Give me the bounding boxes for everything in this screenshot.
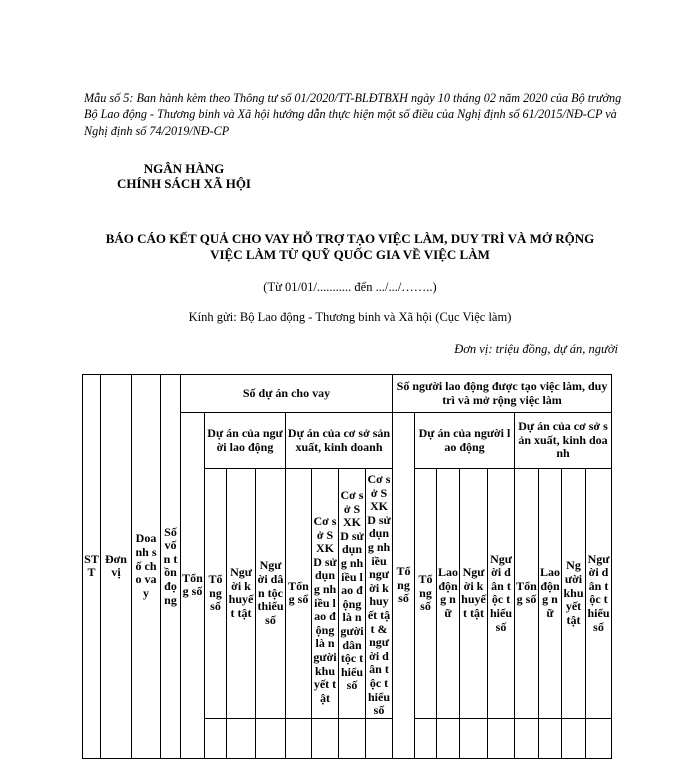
report-table: [82, 374, 612, 759]
blank-cell: [562, 718, 586, 758]
blank-cell: [227, 718, 256, 758]
blank-cell: [460, 718, 488, 758]
blank-cell: [488, 718, 515, 758]
recipient-line: Kính gửi: Bộ Lao động - Thương binh và Xã hội (Cục Việc làm): [188, 310, 512, 324]
blank-cell: [312, 718, 339, 758]
header-ncs-lao-dong-nu: Lao động nữ: [539, 469, 562, 719]
header-group-lao-dong: Số người lao động được tạo việc làm, duy trì và mở rộng việc làm: [393, 375, 612, 413]
header-nld-dan-toc: Người dân tộc thiểu số: [488, 469, 515, 719]
header-stt: STT: [83, 375, 101, 759]
header-du-an-nguoi-ld: Dự án của người lao động: [205, 413, 286, 469]
organization-line-2: CHÍNH SÁCH XÃ HỘI: [117, 176, 251, 191]
organization-name: [94, 161, 274, 191]
header-lao-dong-nguoi-ld: Dự án của người lao động: [415, 413, 515, 469]
unit-note: Đơn vị: triệu đồng, dự án, người: [454, 342, 618, 356]
blank-cell: [256, 718, 286, 758]
header-nld-lao-dong-nu: Lao động nữ: [437, 469, 460, 719]
blank-cell: [366, 718, 393, 758]
header-ld-dan-toc: Người dân tộc thiểu số: [256, 469, 286, 719]
blank-cell: [339, 718, 366, 758]
header-du-an-co-so: Dự án của cơ sở sản xuất, kinh doanh: [286, 413, 393, 469]
blank-cell: [205, 718, 227, 758]
organization-line-1: NGÂN HÀNG: [143, 161, 225, 176]
header-so-von: Số vốn tồn đọng: [161, 375, 181, 759]
blank-cell: [415, 718, 437, 758]
blank-cell: [286, 718, 312, 758]
header-don-vi: Đơn vị: [101, 375, 132, 759]
header-ld-khuyet-tat: Người khuyết tật: [227, 469, 256, 719]
header-doanh-so: Doanh số cho vay: [132, 375, 161, 759]
header-cs-tong-so: Tổng số: [286, 469, 312, 719]
header-ncs-tong-so: Tổng số: [515, 469, 539, 719]
blank-cell: [437, 718, 460, 758]
report-title-line-2: VIỆC LÀM TỪ QUỸ QUỐC GIA VỀ VIỆC LÀM: [210, 247, 490, 262]
header-lao-dong-co-so: Dự án của cơ sở sản xuất, kinh doanh: [515, 413, 612, 469]
header-nld-khuyet-tat: Người khuyết tật: [460, 469, 488, 719]
header-ld-tong-so: Tổng số: [205, 469, 227, 719]
header-group-du-an: Số dự án cho vay: [181, 375, 393, 413]
header-ncs-dan-toc: Người dân tộc thiểu số: [586, 469, 612, 719]
form-reference-note: Mẫu số 5: Ban hành kèm theo Thông tư số 01/2020/TT-BLĐTBXH ngày 10 tháng 02 năm 2020 của Bộ trưởng Bộ Lao động - Thương binh và Xã hội hướng dẫn thực hiện một số điều của Nghị định số 61/2015/NĐ-CP và Nghị định số 74/2019/NĐ-CP: [84, 91, 622, 138]
blank-cell: [515, 718, 539, 758]
header-tong-so-du-an: Tổng số: [181, 413, 205, 759]
header-cs-ca-hai: Cơ sở SXKD sử dụng nhiều người khuyết tật & người dân tộc thiểu số: [366, 469, 393, 719]
header-tong-so-lao-dong: Tổng số: [393, 413, 415, 759]
report-title-line-1: BÁO CÁO KẾT QUẢ CHO VAY HỖ TRỢ TẠO VIỆC LÀM, DUY TRÌ VÀ MỞ RỘNG: [105, 231, 595, 246]
blank-cell: [586, 718, 612, 758]
header-cs-dan-toc: Cơ sở SXKD sử dụng nhiều lao động là người dân tộc thiểu số: [339, 469, 366, 719]
header-nld-tong-so: Tổng số: [415, 469, 437, 719]
header-ncs-khuyet-tat: Người khuyết tật: [562, 469, 586, 719]
blank-cell: [539, 718, 562, 758]
header-cs-khuyet-tat: Cơ sở SXKD sử dụng nhiều lao động là người khuyết tật: [312, 469, 339, 719]
report-title: [60, 231, 640, 263]
report-period: (Từ 01/01/........... đến .../.../……..): [263, 280, 437, 294]
